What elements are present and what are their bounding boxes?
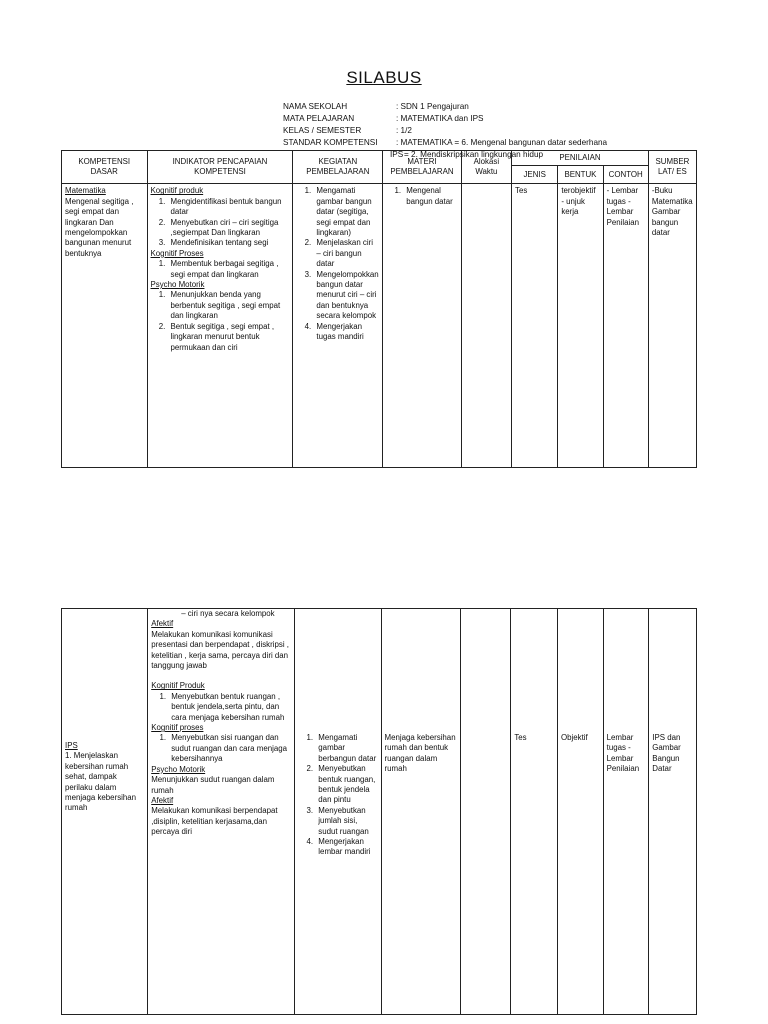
- cell-kompetensi-dasar: [62, 184, 148, 468]
- ipk-heading: Afektif: [151, 795, 174, 805]
- header-bentuk: BENTUK: [558, 166, 603, 184]
- header-indikator: INDIKATOR PENCAPAIAN KOMPETENSI: [147, 151, 293, 184]
- meta-value: = 2. Mendiskripsikan lingkungan hidup: [404, 150, 544, 159]
- ipk-text: Melakukan komunikasi komunikasi presentasi dan berpendapat , diskripsi , ketelitian , kerja sama, percaya diri dan tanggung jawab: [151, 629, 289, 671]
- list-item: 1. Mengamati gambar bangun datar (segitiga, segi empat dan lingkaran): [313, 186, 379, 238]
- ipk-heading: Kognitif produk: [150, 186, 204, 196]
- meta-value: : MATEMATIKA = 6. Mengenal bangunan datar sederhana: [396, 138, 608, 147]
- meta-key: NAMA SEKOLAH: [283, 102, 348, 111]
- ipk-list: [151, 733, 291, 764]
- ipk-list: [151, 290, 290, 352]
- mp-list: [386, 186, 457, 207]
- ipk-list: [151, 197, 290, 249]
- meta-value: : SDN 1 Pengajuran: [396, 102, 469, 111]
- meta-row: [283, 113, 607, 125]
- cell-contoh: - Lembar tugas - Lembar Penilaian: [603, 184, 648, 468]
- cell-jenis: Tes: [511, 609, 558, 1015]
- cell-sumber: IPS dan Gambar Bangun Datar: [649, 609, 697, 1015]
- cell-kompetensi-dasar: [62, 609, 148, 1015]
- list-item: 2. Bentuk segitiga , segi empat , lingkaran menurut bentuk permukaan dan ciri: [168, 322, 290, 353]
- header-kompetensi-dasar: KOMPETENSI DASAR: [62, 151, 148, 184]
- cell-materi: Menjaga kebersihan rumah dan bentuk ruangan dalam rumah: [381, 609, 460, 1015]
- cell-indikator: [147, 184, 293, 468]
- meta-key: KELAS / SEMESTER: [283, 126, 362, 135]
- ipk-list: [151, 692, 291, 723]
- header-penilaian: PENILAIAN: [512, 151, 649, 166]
- header-jenis: JENIS: [512, 166, 558, 184]
- ipk-heading: Kognitif proses: [151, 723, 204, 733]
- cell-alokasi-waktu: [460, 609, 511, 1015]
- cell-contoh: Lembar tugas - Lembar Penilaian: [603, 609, 649, 1015]
- meta-value: : 1/2: [396, 126, 412, 135]
- document-title: SILABUS: [346, 68, 422, 87]
- ipk-heading: Afektif: [151, 619, 174, 629]
- meta-row: [283, 125, 607, 137]
- ipk-text: Melakukan komunikasi berpendapat ,disiplin, ketelitian kerjasama,dan percaya diri: [151, 806, 278, 837]
- kd-text: Mengenal segitiga , segi empat dan lingkaran Dan mengelompokkan bangunan menurut bentuknya: [65, 196, 134, 258]
- list-item: 1. Membentuk berbagai segitiga , segi empat dan lingkaran: [168, 259, 290, 280]
- meta-row: [283, 101, 607, 113]
- list-item: 2. Menjelaskan ciri – ciri bangun datar: [313, 238, 379, 269]
- list-item: 3. Mengelompokkan bangun datar menurut ciri – ciri dan bentuknya secara kelompok: [313, 270, 379, 322]
- list-item: 4. Mengerjakan tugas mandiri: [313, 322, 379, 343]
- list-item: 3. Menyebutkan jumlah sisi, sudut ruangan: [315, 806, 377, 837]
- list-item: 4. Mengerjakan lembar mandiri: [315, 837, 377, 858]
- list-item: 1. Mengidentifikasi bentuk bangun datar: [168, 197, 290, 218]
- list-item: 1. Menyebutkan bentuk ruangan , bentuk jendela,serta pintu, dan cara menjaga kebersihan rumah: [168, 692, 291, 723]
- ipk-continuation: – ciri nya secara kelompok: [181, 609, 275, 618]
- kd-text: 1. Menjelaskan kebersihan rumah sehat, dampak perilaku dalam menjaga kebersihan rumah: [65, 751, 137, 813]
- syllabus-table-page2: [61, 608, 697, 1015]
- header-kegiatan: KEGIATAN PEMBELAJARAN: [293, 151, 383, 184]
- cell-indikator: [148, 609, 295, 1015]
- cell-sumber: -Buku Matematika Gambar bangun datar: [648, 184, 696, 468]
- ipk-heading: Kognitif Produk: [151, 681, 205, 691]
- cell-bentuk: Objektif: [558, 609, 604, 1015]
- list-item: 1. Mengamati gambar berbangun datar: [315, 733, 377, 764]
- meta-key: MATA PELAJARAN: [283, 114, 355, 123]
- cell-kegiatan: [295, 609, 381, 1015]
- meta-row: [283, 137, 607, 149]
- list-item: 1. Mengenal bangun datar: [403, 186, 457, 207]
- cell-alokasi-waktu: [461, 184, 511, 468]
- list-item: 2. Menyebutkan bentuk ruangan, bentuk jendela dan pintu: [315, 764, 377, 806]
- syllabus-table-page1: [61, 150, 697, 468]
- kp-list: [296, 186, 379, 342]
- ipk-heading: Psycho Motorik: [151, 764, 206, 774]
- meta-key: IPS: [390, 150, 404, 159]
- cell-jenis: Tes: [512, 184, 558, 468]
- list-item: 1. Menunjukkan benda yang berbentuk segitiga , segi empat dan lingkaran: [168, 290, 290, 321]
- meta-value: : MATEMATIKA dan IPS: [396, 114, 484, 123]
- kd-subject: Matematika: [65, 186, 106, 196]
- header-contoh: CONTOH: [603, 166, 648, 184]
- kd-subject: IPS: [65, 741, 78, 750]
- ipk-list: [151, 259, 290, 280]
- header-alokasi-waktu: Alokasi Waktu: [461, 151, 511, 184]
- meta-key: STANDAR KOMPETENSI: [283, 138, 378, 147]
- list-item: 3. Mendefinisikan tentang segi: [168, 238, 290, 248]
- header-sumber: SUMBER LAT/ ES: [648, 151, 696, 184]
- kp-list: [298, 733, 377, 858]
- cell-bentuk: terobjektif - unjuk kerja: [558, 184, 603, 468]
- cell-kegiatan: [293, 184, 383, 468]
- header-materi: MATERI PEMBELAJARAN: [383, 151, 461, 184]
- list-item: 2. Menyebutkan ciri – ciri segitiga ,segiempat Dan lingkaran: [168, 218, 290, 239]
- cell-materi: [383, 184, 461, 468]
- ipk-heading: Kognitif Proses: [150, 248, 204, 258]
- ipk-text: Menunjukkan sudut ruangan dalam rumah: [151, 775, 275, 795]
- list-item: 1. Menyebutkan sisi ruangan dan sudut ruangan dan cara menjaga kebersihannya: [168, 733, 291, 764]
- ipk-heading: Psycho Motorik: [150, 280, 205, 290]
